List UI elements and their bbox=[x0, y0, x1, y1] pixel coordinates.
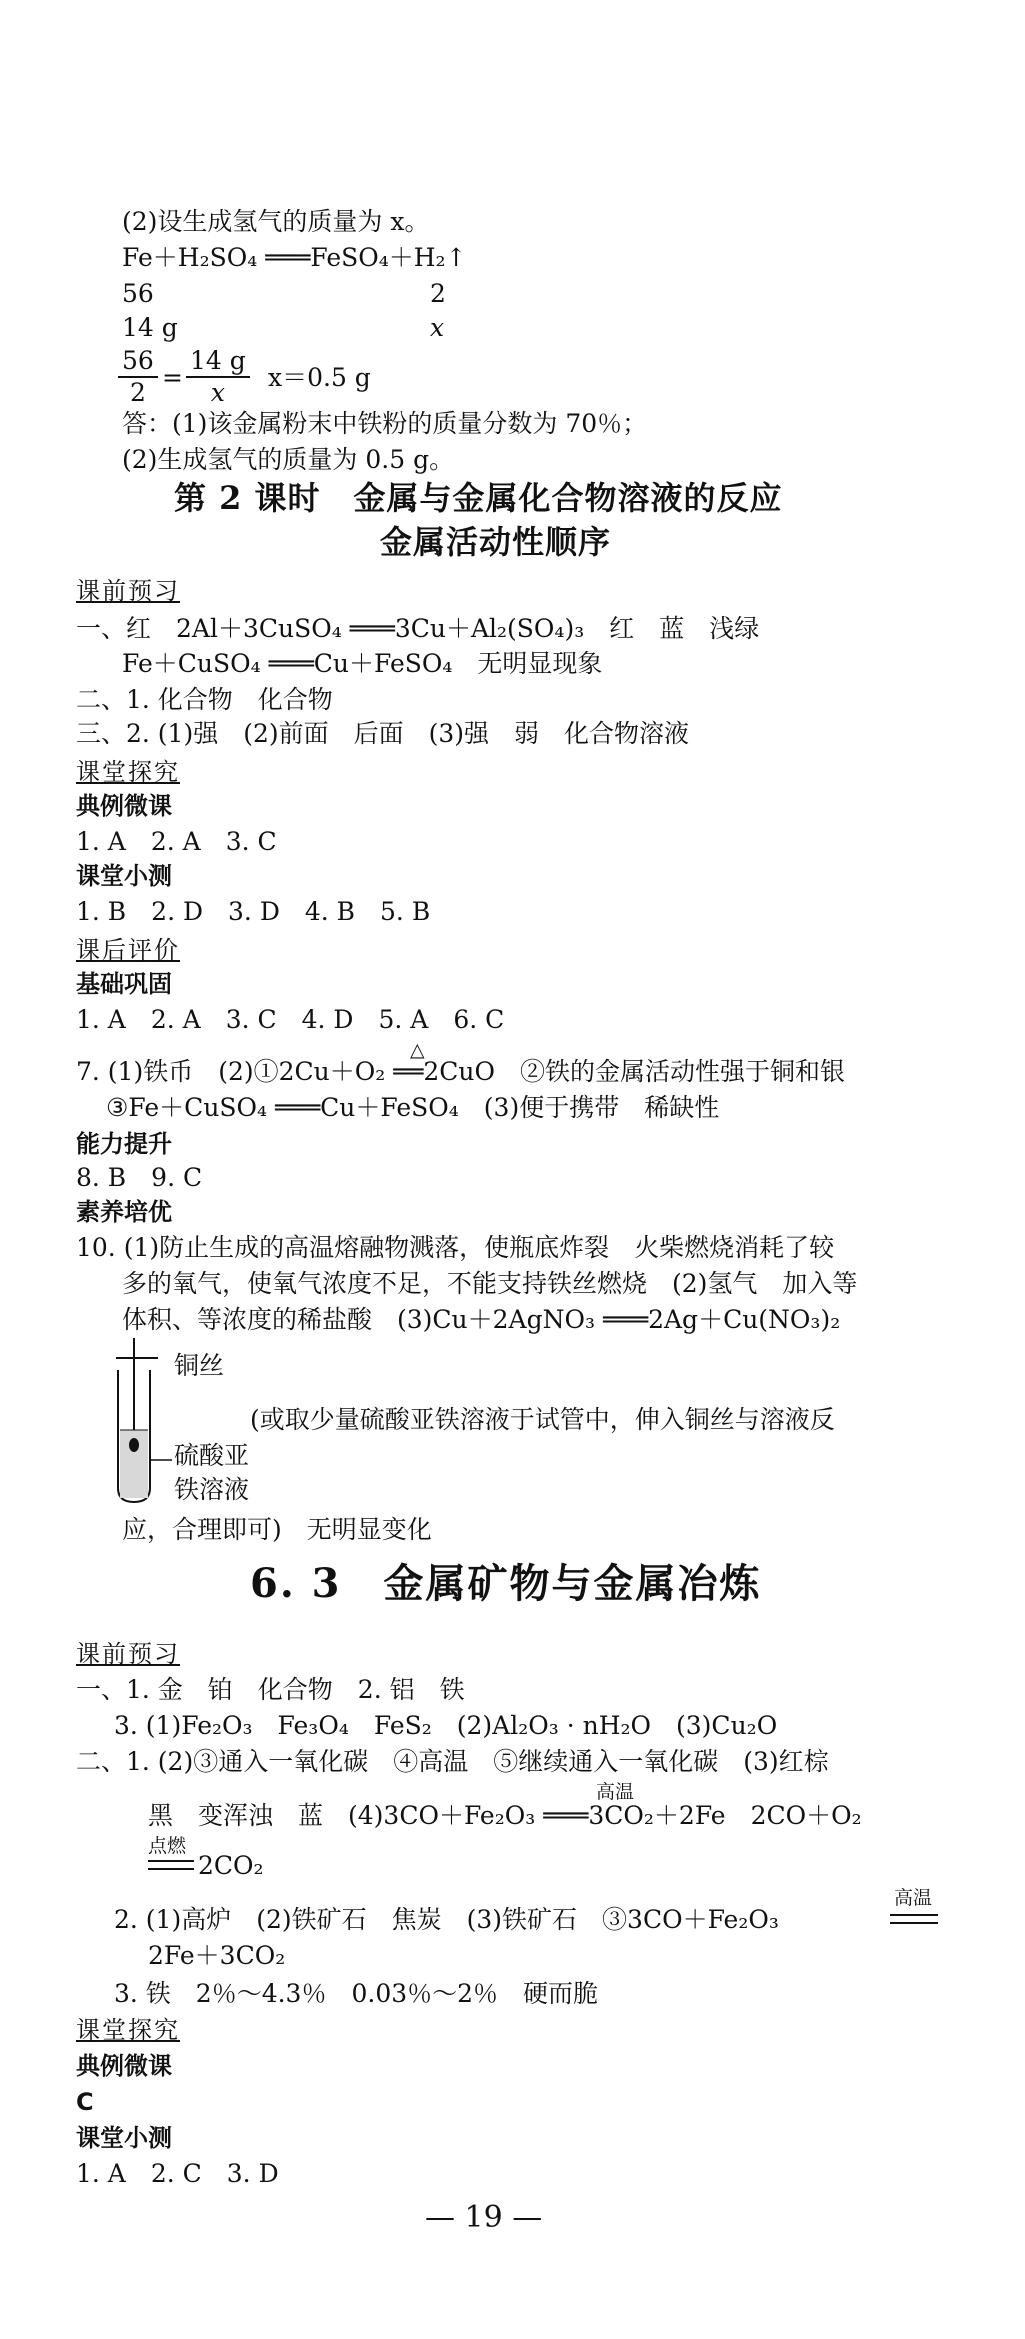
high-temp-condition-2: 高温 bbox=[894, 1887, 933, 1909]
basic-answers: 1. A 2. A 3. C 4. D 5. A 6. C bbox=[76, 1005, 505, 1034]
section-class-explore: 课堂探究 bbox=[76, 758, 180, 786]
calc-result: x＝0.5 g bbox=[268, 363, 371, 392]
quiz-answers: 1. B 2. D 3. D 4. B 5. B bbox=[76, 897, 431, 926]
s63-preview-line-7: 2Fe＋3CO₂ bbox=[148, 1941, 286, 1970]
fraction-1 bbox=[118, 346, 158, 408]
section-6-3-preview: 课前预习 bbox=[76, 1640, 180, 1668]
fraction-2-numerator: 14 g bbox=[186, 346, 250, 378]
s63-preview-line-3: 二、1. (2)③通入一氧化碳 ④高温 ⑤继续通入一氧化碳 (3)红棕 bbox=[76, 1747, 829, 1776]
s63-preview-line-1: 一、1. 金 铂 化合物 2. 铝 铁 bbox=[76, 1675, 465, 1704]
figure-label-solution-2: 铁溶液 bbox=[174, 1475, 250, 1504]
s63-quiz-answers: 1. A 2. C 3. D bbox=[76, 2159, 279, 2188]
calc-line-1: (2)设生成氢气的质量为 x。 bbox=[122, 207, 430, 236]
s63-preview-line-8: 3. 铁 2％～4.3％ 0.03％～2％ 硬而脆 bbox=[114, 1979, 599, 2008]
calc-actual-fe: 14 g bbox=[122, 313, 178, 342]
high-temp-equals-bar bbox=[890, 1914, 938, 1924]
s63-subsection-quiz: 课堂小测 bbox=[76, 2124, 172, 2152]
calc-mass-h2: 2 bbox=[430, 279, 446, 308]
section-after-class: 课后评价 bbox=[76, 936, 180, 964]
preview-line-4: 三、2. (1)强 (2)前面 后面 (3)强 弱 化合物溶液 bbox=[76, 719, 690, 748]
s63-preview-line-6: 2. (1)高炉 (2)铁矿石 焦炭 (3)铁矿石 ③3CO＋Fe₂O₃ bbox=[114, 1905, 779, 1934]
ability-answers: 8. B 9. C bbox=[76, 1163, 203, 1192]
example-answers: 1. A 2. A 3. C bbox=[76, 827, 277, 856]
ignite-condition: 点燃 bbox=[148, 1835, 187, 1857]
s63-preview-line-2: 3. (1)Fe₂O₃ Fe₃O₄ FeS₂ (2)Al₂O₃ · nH₂O (3)Cu₂O bbox=[114, 1711, 778, 1740]
subsection-example: 典例微课 bbox=[76, 792, 172, 820]
q7-line-1: 7. (1)铁币 (2)①2Cu＋O₂ ══2CuO ②铁的金属活动性强于铜和银 bbox=[76, 1057, 845, 1086]
q10-line-4: (或取少量硫酸亚铁溶液于试管中，伸入铜丝与溶液反 bbox=[250, 1405, 835, 1434]
calc-unknown-x: x bbox=[430, 313, 445, 342]
figure-label-solution-1: 硫酸亚 bbox=[174, 1441, 250, 1470]
fraction-1-denominator: 2 bbox=[129, 378, 146, 407]
calc-equation: Fe＋H₂SO₄ ═══FeSO₄＋H₂↑ bbox=[122, 243, 467, 272]
lesson-2-subtitle: 金属活动性顺序 bbox=[380, 523, 612, 561]
s63-preview-line-5: 2CO₂ bbox=[198, 1851, 264, 1880]
subsection-quality: 素养培优 bbox=[76, 1198, 172, 1226]
s63-example-answer: C bbox=[76, 2088, 94, 2116]
preview-line-3: 二、1. 化合物 化合物 bbox=[76, 685, 333, 714]
answer-line-2: (2)生成氢气的质量为 0.5 g。 bbox=[122, 445, 455, 474]
subsection-basic: 基础巩固 bbox=[76, 970, 172, 998]
subsection-ability: 能力提升 bbox=[76, 1130, 172, 1158]
q10-line-3: 体积、等浓度的稀盐酸 (3)Cu＋2AgNO₃ ═══2Ag＋Cu(NO₃)₂ bbox=[122, 1305, 841, 1334]
copper-wire-tip bbox=[129, 1438, 139, 1452]
ignite-equals-bar bbox=[148, 1860, 194, 1870]
section-preview: 课前预习 bbox=[76, 577, 180, 605]
s63-preview-line-4: 黑 变浑浊 蓝 (4)3CO＋Fe₂O₃ ═══3CO₂＋2Fe 2CO＋O₂ bbox=[148, 1801, 862, 1830]
q10-line-2: 多的氧气，使氧气浓度不足，不能支持铁丝燃烧 (2)氢气 加入等 bbox=[122, 1269, 858, 1298]
calc-mass-fe: 56 bbox=[122, 279, 154, 308]
q7-line-2: ③Fe＋CuSO₄ ═══Cu＋FeSO₄ (3)便于携带 稀缺性 bbox=[106, 1093, 720, 1122]
fraction-2 bbox=[186, 346, 250, 408]
preview-line-1: 一、红 2Al＋3CuSO₄ ═══3Cu＋Al₂(SO₄)₃ 红 蓝 浅绿 bbox=[76, 614, 760, 643]
section-6-3-title: 6. 3 金属矿物与金属冶炼 bbox=[250, 1560, 762, 1607]
fraction-2-denominator: x bbox=[210, 378, 225, 407]
figure-label-copper: 铜丝 bbox=[174, 1351, 225, 1380]
heat-condition-symbol: △ bbox=[410, 1039, 425, 1061]
page-number: — 19 — bbox=[425, 2200, 543, 2235]
answer-line-1: 答：(1)该金属粉末中铁粉的质量分数为 70％； bbox=[122, 409, 648, 438]
q10-line-5: 应，合理即可) 无明显变化 bbox=[122, 1515, 432, 1544]
s63-subsection-example: 典例微课 bbox=[76, 2052, 172, 2080]
section-6-3-class-explore: 课堂探究 bbox=[76, 2016, 180, 2044]
lesson-2-title: 第 2 课时 金属与金属化合物溶液的反应 bbox=[174, 479, 783, 517]
preview-line-2: Fe＋CuSO₄ ═══Cu＋FeSO₄ 无明显现象 bbox=[122, 649, 603, 678]
fraction-equals: = bbox=[162, 363, 183, 392]
high-temp-condition: 高温 bbox=[596, 1781, 635, 1803]
fraction-1-numerator: 56 bbox=[118, 346, 158, 378]
q10-line-1: 10. (1)防止生成的高温熔融物溅落，使瓶底炸裂 火柴燃烧消耗了较 bbox=[76, 1233, 835, 1262]
subsection-quiz: 课堂小测 bbox=[76, 862, 172, 890]
